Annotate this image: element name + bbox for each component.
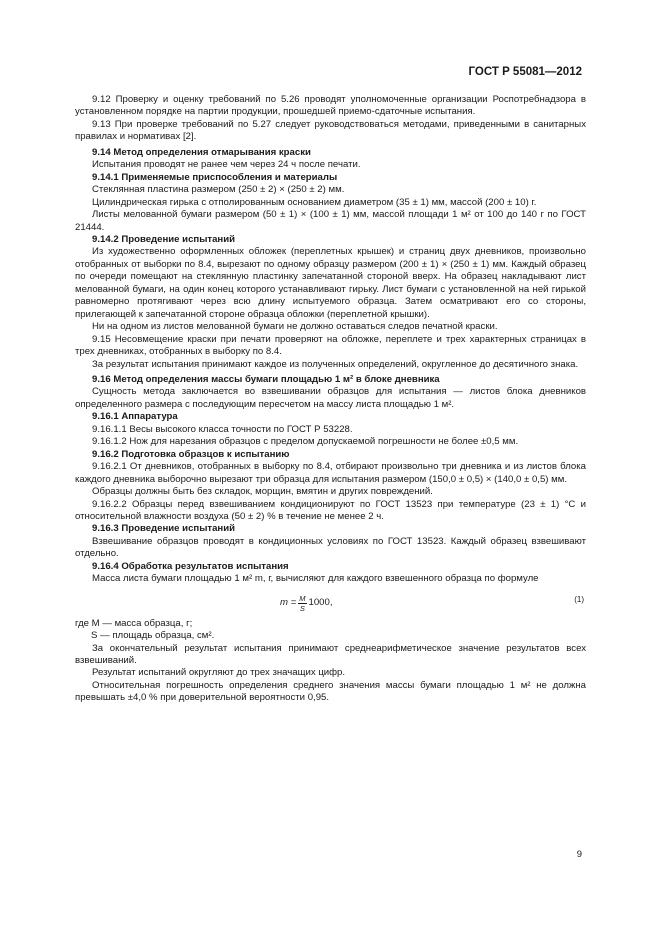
heading-9-14: 9.14 Метод определения отмарывания краски: [92, 146, 311, 158]
paragraph-9-14-2-b: Ни на одном из листов мелованной бумаги не должно оставаться следов печатной краски.: [92, 321, 498, 333]
heading-9-16-4: 9.16.4 Обработка результатов испытания: [92, 560, 289, 572]
where-line-mass: где M — масса образца, г;: [75, 617, 193, 629]
document-body: [75, 94, 586, 705]
paragraph-9-16-1-2: 9.16.1.2 Нож для нарезания образцов с пределом допускаемой погрешности не более ±0,5 мм.: [92, 436, 519, 448]
paragraph-9-14-2-a: Из художественно оформленных обложек (переплетных крышек) и страниц двух дневников, произвольно отобранных от выборки по 8.4, вырезают по одному образцу размером (200 ± 1) × (250 ± 1) мм. Каждый образец по очереди помещают на стеклянную пластинку запечатанной стороной вверх. На образец накладывают лист мелованной бумаги, на один конец которого устанавливают гирьку. Лист бумаги с установленной на ней гирькой равномерно протягивают через всю длину испытуемого образца. Затем осматривают его со стороны, прилегающей к запечатанной стороне образца обложки (переплетной крышки).: [75, 246, 586, 320]
formula-rhs: 1000,: [308, 596, 333, 608]
paragraph-9-12: 9.12 Проверку и оценку требований по 5.26 проводят уполномоченные организации Роспотребнадзора в установленном порядке на партии продукции, прошедшей приемо-сдаточные испытания.: [75, 94, 586, 118]
heading-9-16-3: 9.16.3 Проведение испытаний: [92, 523, 236, 535]
formula-number: (1): [574, 594, 584, 604]
paragraph-result-average: За окончательный результат испытания принимают среднеарифметическое значение результатов всех взвешиваний.: [75, 642, 586, 667]
formula-lhs: m =: [280, 596, 297, 608]
paragraph-result-error: Относительная погрешность определения среднего значения массы бумаги площадью 1 м² не должна превышать ±4,0 % при доверительной вероятности 0,95.: [75, 679, 586, 704]
paragraph-9-14: Испытания проводят не ранее чем через 24 ч после печати.: [92, 159, 361, 171]
paragraph-9-16-3: Взвешивание образцов проводят в кондиционных условиях по ГОСТ 13523. Каждый образец взвешивают отдельно.: [75, 535, 586, 560]
paragraph-9-15: 9.15 Несовмещение краски при печати проверяют на обложке, переплете и трех характерных страницах в трех дневниках, отобранных в выборку по 8.4.: [75, 333, 586, 358]
heading-9-16-2: 9.16.2 Подготовка образцов к испытанию: [92, 448, 290, 460]
formula-fraction: [298, 594, 306, 613]
heading-9-16: 9.16 Метод определения массы бумаги площадью 1 м² в блоке дневника: [92, 373, 440, 385]
heading-9-14-1: 9.14.1 Применяемые приспособления и материалы: [92, 171, 338, 183]
paragraph-9-16-2-2: 9.16.2.2 Образцы перед взвешиванием кондиционируют по ГОСТ 13523 при температуре (23 ± 1) °С и относительной влажности воздуха (50 ± 2) % в течение не менее 2 ч.: [75, 498, 586, 522]
formula: [280, 594, 333, 613]
paragraph-9-16: Сущность метода заключается во взвешивании образцов для испытания — листов блока дневников определенного размера с последующим пересчетом на массу листа площадью 1 м².: [75, 386, 586, 410]
formula-denominator: S: [299, 603, 305, 613]
heading-9-16-1: 9.16.1 Аппаратура: [92, 411, 178, 423]
paragraph-9-16-4: Масса листа бумаги площадью 1 м² m, г, вычисляют для каждого взвешенного образца по формуле: [92, 573, 539, 585]
paragraph-9-13: 9.13 При проверке требований по 5.27 следует руководствоваться методами, приведенными в санитарных правилах и нормативах [2].: [75, 118, 586, 143]
formula-numerator: M: [299, 593, 306, 603]
heading-9-14-2: 9.14.2 Проведение испытаний: [92, 233, 236, 245]
where-line-area: S — площадь образца, см².: [91, 630, 215, 642]
page-number: 9: [576, 849, 582, 860]
paragraph-9-14-1-b: Цилиндрическая гирька с отполированным основанием диаметром (35 ± 1) мм, массой (200 ± 10) г.: [92, 196, 537, 208]
formula-block: [75, 588, 586, 618]
paragraph-result-rounding: Результат испытаний округляют до трех значащих цифр.: [92, 667, 346, 679]
paragraph-9-16-2-1: 9.16.2.1 От дневников, отобранных в выборку по 8.4, отбирают произвольно три дневника и из листов блока каждого дневника выборочно вырезают три образца для испытания размером (150,0 ± 0,5) × (140,0 ± 0,5) мм.: [75, 461, 586, 485]
paragraph-9-15-b: За результат испытания принимают каждое из полученных определений, округленное до десятичного знака.: [92, 358, 579, 370]
paragraph-9-14-1-a: Стеклянная пластина размером (250 ± 2) × (250 ± 2) мм.: [92, 184, 345, 196]
paragraph-9-16-2-1-b: Образцы должны быть без складок, морщин, вмятин и других повреждений.: [92, 486, 433, 498]
paragraph-9-16-1-1: 9.16.1.1 Весы высокого класса точности по ГОСТ Р 53228.: [92, 423, 353, 435]
paragraph-9-14-1-c: Листы мелованной бумаги размером (50 ± 1) × (100 ± 1) мм, массой площади 1 м² от 100 до 140 г по ГОСТ 21444.: [75, 209, 586, 233]
document-header: ГОСТ Р 55081—2012: [468, 66, 582, 78]
